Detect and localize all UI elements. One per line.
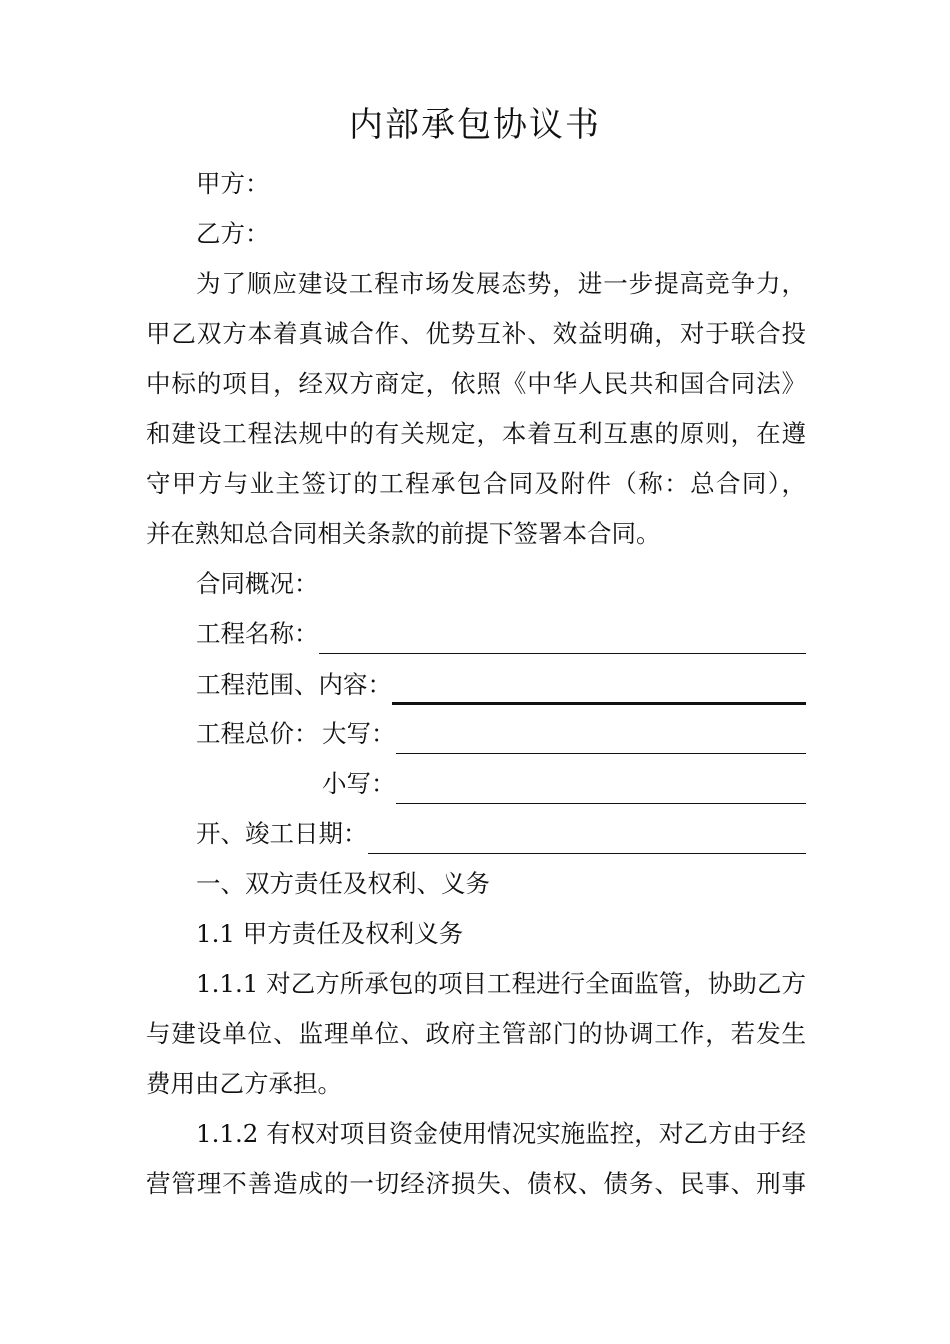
project-name-field[interactable] bbox=[319, 619, 807, 654]
section-1-heading: 一、双方责任及权利、义务 bbox=[196, 869, 490, 898]
clause-1-1-1-line-2: 与建设单位、监理单位、政府主管部门的协调工作，若发生 bbox=[146, 1019, 806, 1048]
clause-1-1-1-line-3: 费用由乙方承担。 bbox=[146, 1069, 342, 1098]
clause-1-1-2-line-2: 营管理不善造成的一切经济损失、债权、债务、民事、刑事 bbox=[146, 1169, 806, 1198]
document-title: 内部承包协议书 bbox=[349, 105, 601, 145]
total-price-label: 工程总价： bbox=[196, 719, 319, 748]
dates-label: 开、竣工日期： bbox=[196, 819, 368, 848]
intro-line-1: 为了顺应建设工程市场发展态势，进一步提高竞争力， bbox=[196, 269, 806, 298]
lowercase-amount-field[interactable] bbox=[396, 769, 807, 804]
uppercase-row bbox=[322, 714, 806, 754]
section-1-1-heading: 1.1 甲方责任及权利义务 bbox=[196, 919, 464, 948]
uppercase-amount-field[interactable] bbox=[396, 719, 807, 754]
project-name-label: 工程名称： bbox=[196, 619, 319, 648]
project-scope-field[interactable] bbox=[392, 668, 806, 705]
project-name-row bbox=[196, 614, 806, 654]
intro-line-2: 甲乙双方本着真诚合作、优势互补、效益明确，对于联合投 bbox=[146, 319, 806, 348]
lowercase-label: 小写： bbox=[322, 769, 396, 798]
party-b-label: 乙方： bbox=[196, 219, 270, 248]
intro-line-6: 并在熟知总合同相关条款的前提下签署本合同。 bbox=[146, 519, 661, 548]
lowercase-row bbox=[322, 764, 806, 804]
intro-line-4: 和建设工程法规中的有关规定，本着互利互惠的原则，在遵 bbox=[146, 419, 806, 448]
overview-heading: 合同概况： bbox=[196, 569, 319, 598]
intro-line-5: 守甲方与业主签订的工程承包合同及附件（称：总合同）， bbox=[146, 469, 806, 498]
dates-field[interactable] bbox=[368, 819, 807, 854]
clause-1-1-1-line-1: 1.1.1 对乙方所承包的项目工程进行全面监管，协助乙方 bbox=[196, 969, 806, 998]
intro-line-3: 中标的项目，经双方商定，依照《中华人民共和国合同法》 bbox=[146, 369, 806, 398]
uppercase-label: 大写： bbox=[322, 719, 396, 748]
clause-1-1-2-line-1: 1.1.2 有权对项目资金使用情况实施监控，对乙方由于经 bbox=[196, 1119, 806, 1148]
project-scope-label: 工程范围、内容： bbox=[196, 669, 392, 699]
project-scope-row bbox=[196, 664, 806, 705]
dates-row bbox=[196, 814, 806, 854]
party-a-label: 甲方： bbox=[196, 169, 270, 198]
